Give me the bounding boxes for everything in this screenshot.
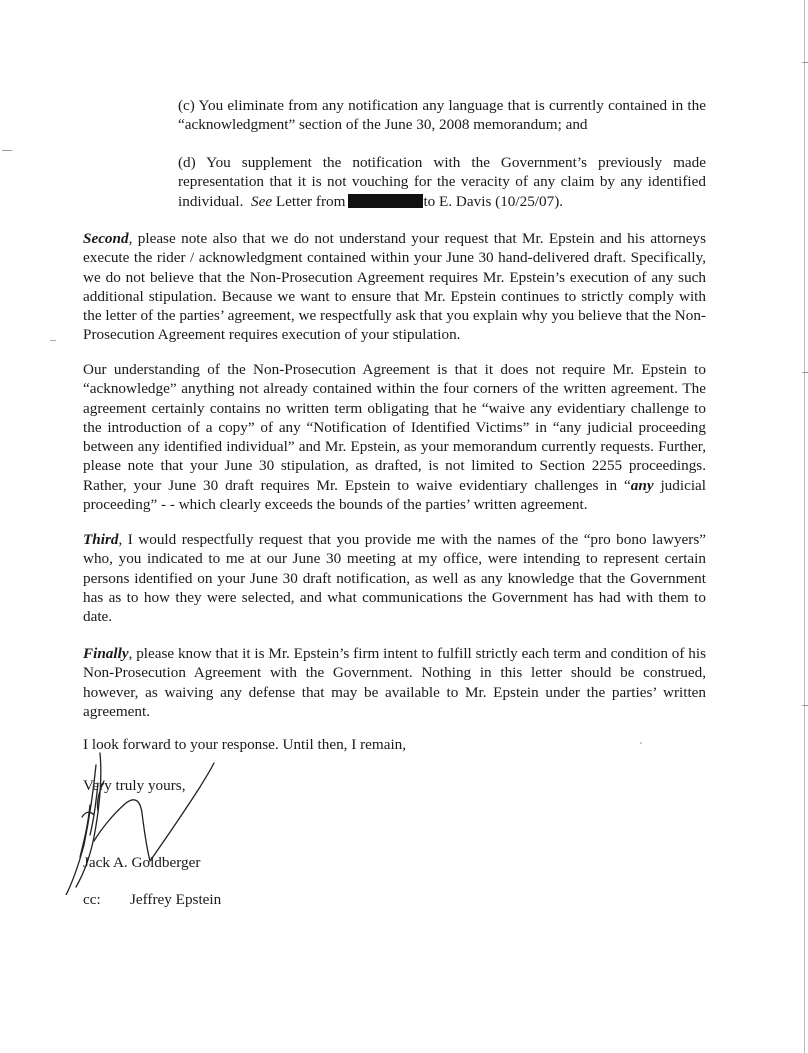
understanding-any: any	[630, 476, 654, 494]
understanding-tail: judicial proceeding” - - which clearly exceeds the bounds of the parties’ written agreement.	[83, 476, 706, 514]
finally-body: , please know that it is Mr. Epstein’s firm intent to fulfill strictly each term and condition of his Non-Prosecution Agreement with the Government. Nothing in this letter should be construed, however, as waiving any defense that may be available to Mr. Epstein under the parties’ written agreement.	[83, 645, 706, 720]
second-body: , please note also that we do not understand your request that Mr. Epstein and his attorneys execute the rider / acknowledgment contained within your June 30 hand-delivered draft. Specifically, we do not believe that the Non-Prosecution Agreement requires Mr. Epstein’s execution of any such additional stipulation. Because we want to ensure that Mr. Epstein continues to strictly comply with the letter of the parties’ agreement, we respectfully ask that you explain why you believe that the Non-Prosecution Agreement requires execution of your stipulation.	[83, 230, 706, 344]
third-body: , I would respectfully request that you provide me with the names of the “pro bono lawyers” who, you indicated to me at our June 30 meeting at my office, were intending to represent certain persons identified on your June 30 draft notification, as well as any knowledge that the Government has as to how they were selected, and what communications the Government has had with them to date.	[83, 531, 706, 626]
redaction-box	[348, 194, 423, 208]
handwritten-signature	[54, 745, 224, 895]
second-lead: Second	[83, 230, 129, 247]
cc-name: Jeffrey Epstein	[130, 891, 222, 908]
item-d-letter-from: Letter from	[275, 192, 346, 210]
edge-tick	[802, 705, 808, 706]
valediction: Very truly yours,	[83, 777, 186, 794]
margin-mark	[50, 340, 56, 341]
page-edge-line	[804, 0, 805, 1053]
finally-lead: Finally	[83, 645, 129, 662]
paragraph-item-d	[178, 153, 706, 211]
paragraph-second	[83, 229, 706, 345]
cc-label: cc:	[83, 891, 101, 908]
third-lead: Third	[83, 531, 119, 548]
item-d-to: to E. Davis (10/25/07).	[423, 192, 564, 210]
edge-tick	[802, 62, 808, 63]
scan-speck	[640, 742, 642, 744]
margin-mark	[2, 150, 12, 151]
understanding-body: Our understanding of the Non-Prosecution Agreement is that it does not require Mr. Epstein to “acknowledge” anything not already contained within the four corners of the written agreement. The agreement certainly contains no written term obligating that he “waive any evidentiary challenge to the introduction of a copy” of any “Notification of Identified Victims” in “any judicial proceeding between any identified individual” and Mr. Epstein, as your memorandum currently requests. Further, please note that your June 30 stipulation, as drafted, is not limited to Section 2255 proceedings. Rather, your June 30 draft requires Mr. Epstein to waive evidentiary challenges in “	[83, 361, 706, 494]
paragraph-finally	[83, 644, 706, 721]
item-c-text: (c) You eliminate from any notification any language that is currently contained in the “acknowledgment” section of the June 30, 2008 memorandum; and	[178, 97, 706, 134]
edge-tick	[802, 372, 808, 373]
see-citation-signal: See	[250, 192, 273, 210]
item-d-text: (d) You supplement the notification with the Government’s previously made representation that it is not vouching for the veracity of any claim by any identified individual.	[178, 154, 706, 210]
paragraph-item-c	[178, 96, 706, 135]
paragraph-understanding	[83, 360, 706, 514]
closing-line: I look forward to your response. Until then, I remain,	[83, 736, 407, 753]
paragraph-third	[83, 530, 706, 626]
signer-name: Jack A. Goldberger	[83, 854, 201, 871]
